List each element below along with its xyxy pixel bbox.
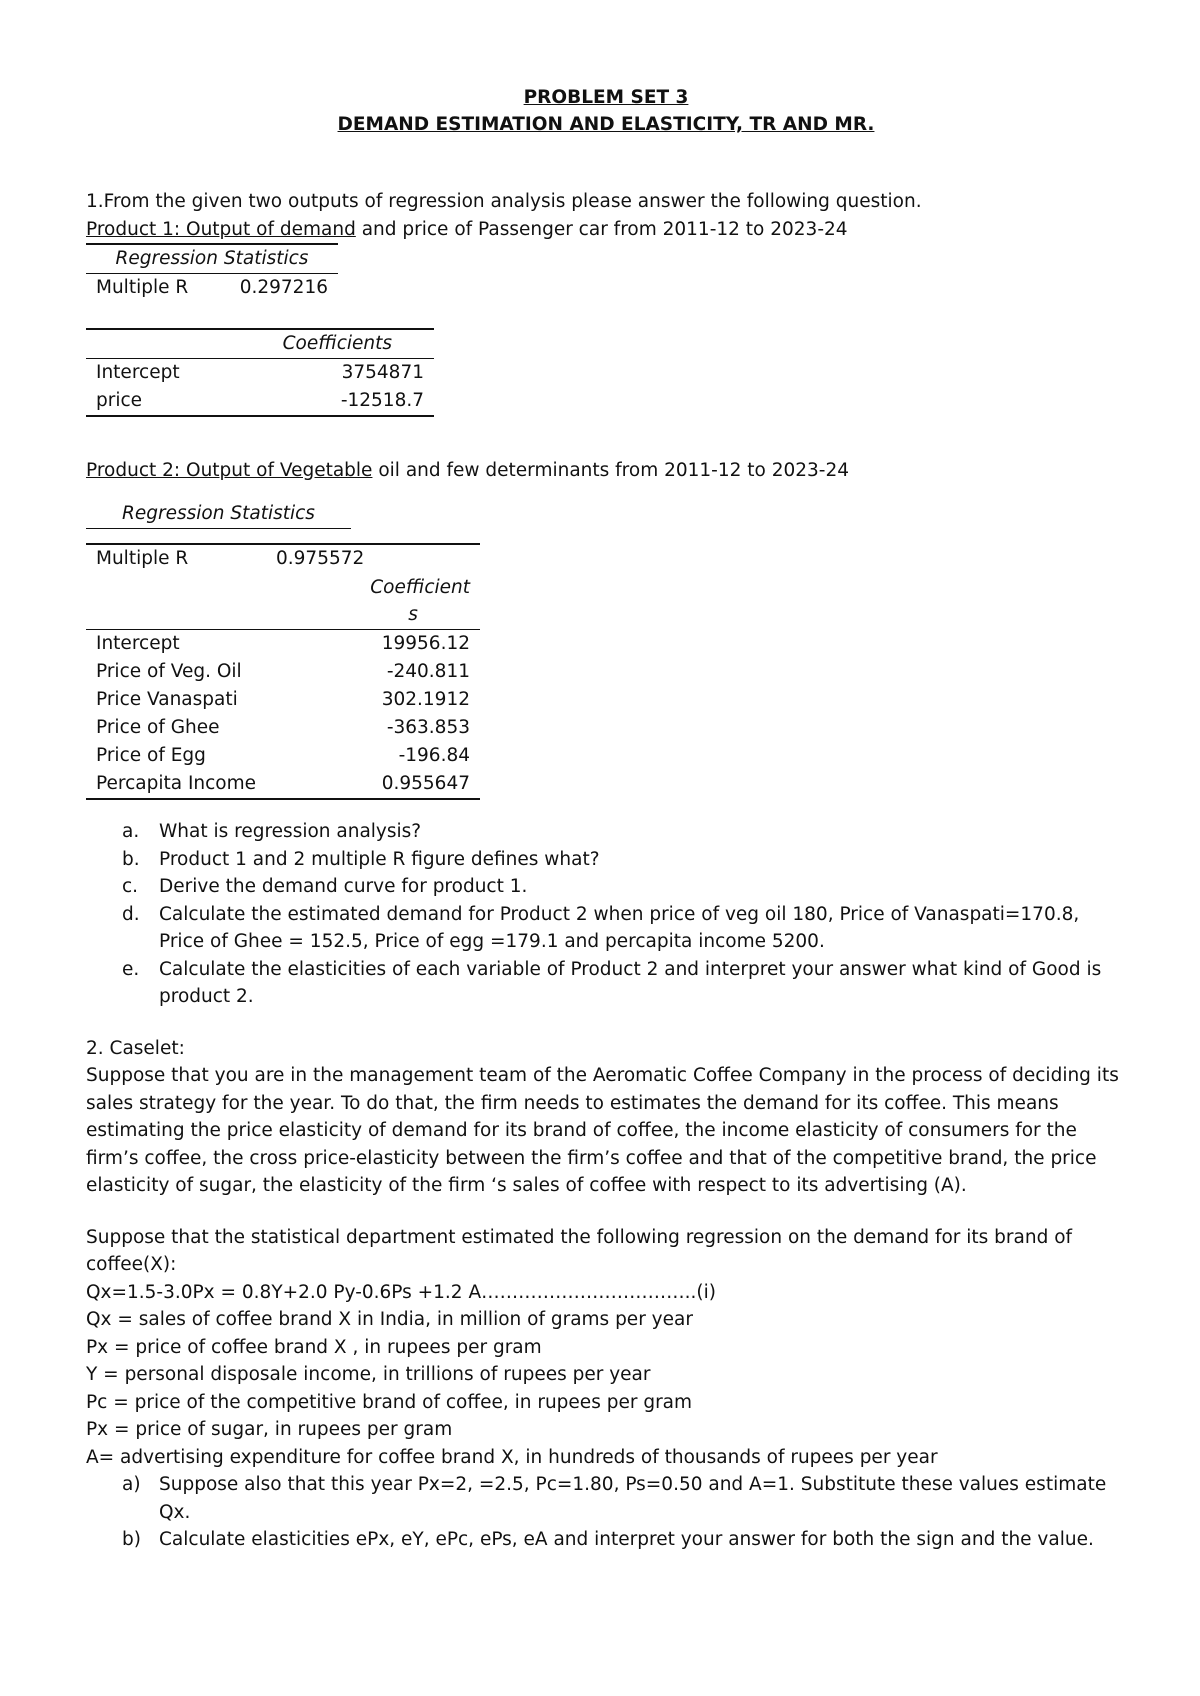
question-1-intro: 1.From the given two outputs of regression analysis please answer the following question.	[86, 191, 922, 212]
product-2-coef-row	[86, 686, 480, 714]
product-2-coef-row-label: Intercept	[96, 633, 180, 655]
question-2-sub-item	[86, 1471, 1126, 1526]
title-line-2: DEMAND ESTIMATION AND ELASTICITY, TR AND MR.	[337, 114, 875, 135]
product-1-heading	[86, 216, 1126, 244]
question-1-sub-item	[86, 846, 1126, 874]
question-2-sub-marker: b)	[122, 1529, 141, 1550]
product-2-multiple-r-label: Multiple R	[86, 544, 266, 573]
question-1-sub-item	[86, 901, 1126, 956]
product-1-coefficients-table	[86, 328, 434, 417]
product-2-coef-row-value: 0.955647	[266, 770, 480, 799]
document-page	[86, 84, 1126, 1554]
product-2-coef-row-value: 19956.12	[381, 633, 470, 655]
product-2-heading-rest: oil and few determinants from 2011-12 to 2023-24	[372, 459, 850, 481]
question-2-line: Pc = price of the competitive brand of coffee, in rupees per gram	[86, 1391, 693, 1413]
question-1-subquestions	[86, 818, 1126, 1011]
product-1-multiple-r-value: 0.297216	[239, 277, 328, 299]
product-1-coef-row	[86, 358, 434, 387]
product-2-coef-row	[86, 714, 480, 742]
question-2-line: A= advertising expenditure for coffee brand X, in hundreds of thousands of rupees per year	[86, 1446, 938, 1468]
question-2-sub-text: Calculate elasticities ePx, eY, ePc, ePs, eA and interpret your answer for both the sign and the value.	[159, 1529, 1094, 1550]
product-2-coef-row-value: -240.811	[386, 661, 470, 683]
product-2-multiple-r-value: 0.975572	[266, 544, 480, 573]
product-1-regression-statistics	[86, 243, 338, 302]
question-2-sub-text: Suppose also that this year Px=2, =2.5, Pc=1.80, Ps=0.50 and A=1. Substitute these values estimate Qx.	[159, 1474, 1107, 1523]
question-1-sub-item	[86, 873, 1126, 901]
question-2-line: Suppose that the statistical department estimated the following regression on the demand for its brand of	[86, 1226, 1073, 1248]
question-2-sub-item	[86, 1526, 1126, 1554]
product-1-heading-rest: and price of Passenger car from 2011-12 to 2023-24	[355, 218, 848, 240]
product-1-coef-row-value: 3754871	[341, 361, 424, 383]
question-2-subquestions	[86, 1471, 1126, 1554]
product-1-coef-row-value: -12518.7	[241, 387, 434, 416]
question-2-line: Px = price of sugar, in rupees per gram	[86, 1419, 453, 1440]
product-2-coef-row-label: Price of Egg	[96, 745, 206, 767]
product-1-stats-label: Regression Statistics	[86, 244, 338, 274]
question-1-sub-marker: a.	[122, 821, 140, 842]
product-2-heading	[86, 457, 1126, 485]
question-2-paragraph: Suppose that you are in the management team of the Aeromatic Coffee Company in the process of deciding its sales strategy for the year. To do that, the firm needs to estimates the demand for its coffee. This means estimating the price elasticity of demand for its brand of coffee, the income elasticity of consumers for the firm’s coffee, the cross price-elasticity between the firm’s coffee and that of the competitive brand, the price elasticity of sugar, the elasticity of the firm ‘s sales of coffee with respect to its advertising (A).	[86, 1065, 1119, 1196]
product-2-coef-row-value: -363.853	[386, 717, 470, 739]
product-2-coef-row-label: Price Vanaspati	[96, 689, 238, 711]
question-1-sub-text: Calculate the elasticities of each variable of Product 2 and interpret your answer what kind of Good is product 2.	[159, 958, 1102, 1007]
product-2-coefficients-table	[86, 543, 480, 800]
product-2-stats-label: Regression Statistics	[86, 500, 351, 529]
product-1-multiple-r-label: Multiple R	[96, 277, 189, 299]
product-2-coef-row	[86, 742, 480, 770]
product-2-coef-row	[86, 630, 480, 659]
product-2-coef-row-label: Price of Ghee	[96, 717, 220, 739]
product-1-coef-row-label: price	[86, 387, 241, 416]
product-2-coef-row	[86, 770, 480, 799]
product-2-heading-underlined: Product 2: Output of Vegetable	[86, 459, 373, 481]
title-line-1: PROBLEM SET 3	[523, 87, 689, 108]
question-2-line: Px = price of coffee brand X , in rupees per gram	[86, 1336, 542, 1358]
question-1-sub-item	[86, 818, 1126, 846]
product-1-coef-row	[86, 387, 434, 416]
question-1-sub-marker: c.	[122, 876, 139, 897]
question-1-sub-marker: b.	[122, 848, 140, 870]
product-2-coef-row	[86, 658, 480, 686]
question-1-sub-text: Product 1 and 2 multiple R figure defines what?	[159, 848, 600, 870]
question-2-line: Y = personal disposale income, in trillions of rupees per year	[86, 1364, 651, 1385]
question-1-sub-marker: d.	[122, 903, 140, 925]
product-1-coef-row-label: Intercept	[96, 361, 180, 383]
question-1-sub-item	[86, 956, 1126, 1011]
product-2-coef-header: Coefficient s	[266, 573, 480, 630]
question-1-sub-text: Derive the demand curve for product 1.	[159, 876, 528, 897]
question-2-line: Qx = sales of coffee brand X in India, in million of grams per year	[86, 1309, 693, 1330]
question-2-sub-marker: a)	[122, 1474, 141, 1495]
question-1-sub-text: What is regression analysis?	[159, 821, 422, 842]
product-2-coef-row-label: Percapita Income	[86, 770, 266, 799]
question-2-heading: 2. Caselet:	[86, 1037, 185, 1059]
question-2-line: Qx=1.5-3.0Px = 0.8Y+2.0 Py-0.6Ps +1.2 A……………………………..(i)	[86, 1281, 716, 1303]
question-2-definitions	[86, 1224, 1126, 1472]
question-1-sub-text: Calculate the estimated demand for Product 2 when price of veg oil 180, Price of Vanaspati=170.8, Price of Ghee = 152.5, Price of egg =179.1 and percapita income 5200.	[159, 903, 1080, 952]
product-2-coef-row-value: 302.1912	[381, 689, 470, 711]
product-2-coef-row-value: -196.84	[398, 745, 470, 767]
question-2-line: coffee(X):	[86, 1254, 177, 1275]
product-1-heading-underlined: Product 1: Output of demand	[86, 218, 356, 240]
product-2-regression-statistics	[86, 500, 351, 529]
product-1-coef-header: Coefficients	[241, 329, 434, 358]
product-2-coef-row-label: Price of Veg. Oil	[96, 661, 242, 683]
question-1-sub-marker: e.	[122, 958, 140, 980]
